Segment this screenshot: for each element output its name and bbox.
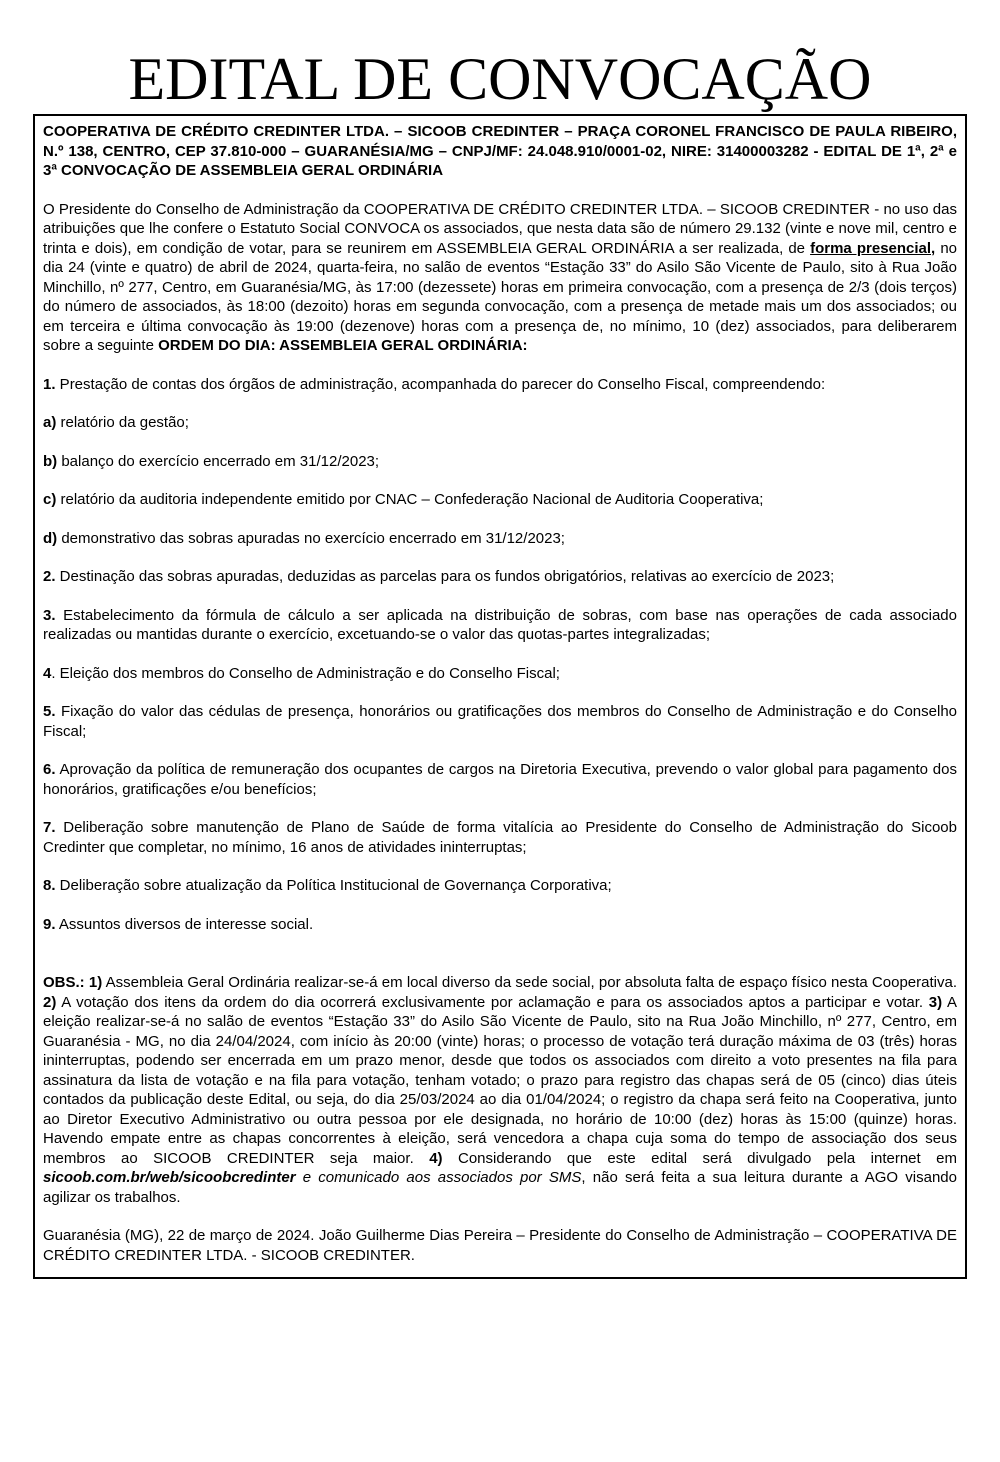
- text-run: d): [43, 529, 58, 547]
- header-block: [43, 122, 957, 181]
- text-run: relatório da auditoria independente emitido por CNAC – Confederação Nacional de Auditoria Cooperativa;: [56, 491, 764, 508]
- text-run: A votação dos itens da ordem do dia ocorrerá exclusivamente por aclamação e para os associados aptos a participar e votar.: [56, 993, 929, 1011]
- obs-paragraph: [43, 973, 957, 1207]
- text-run: 3): [928, 993, 943, 1011]
- text-run: c): [43, 491, 57, 508]
- text-run: sicoob.com.br/web/sicoobcredinter: [43, 1169, 296, 1186]
- text-run: relatório da gestão;: [56, 414, 189, 431]
- agenda-item-1a: [43, 413, 957, 433]
- text-run: OBS.: 1): [43, 974, 103, 991]
- text-run: e comunicado aos associados por SMS: [295, 1169, 582, 1186]
- document-page: [0, 48, 1000, 1462]
- text-run: COOPERATIVA DE CRÉDITO CREDINTER LTDA. – SICOOB CREDINTER – PRAÇA CORONEL FRANCISCO DE PAULA RIBEIRO, N.º 138, CENTRO, CEP 37.810-000 – GUARANÉSIA/MG – CNPJ/MF: 24.048.910/0001-02, NIRE: 31400003282 - EDITAL DE 1ª, 2ª e 3ª CONVOCAÇÃO DE ASSEMBLEIA GERAL ORDINÁRIA: [43, 123, 957, 179]
- text-run: 1.: [43, 375, 56, 393]
- agenda-item-8: [43, 876, 957, 896]
- text-run: 3.: [43, 606, 56, 624]
- text-run: Aprovação da política de remuneração dos ocupantes de cargos na Diretoria Executiva, prevendo o valor global para pagamento dos honorários, gratificações e/ou benefícios;: [43, 761, 957, 798]
- text-run: Assuntos diversos de interesse social.: [55, 915, 314, 933]
- text-run: A eleição realizar-se-á no salão de eventos “Estação 33” do Asilo São Vicente de Paulo, sito na Rua João Minchillo, nº 277, Centro, em Guaranésia - MG, no dia 24/04/2024, com início às 20:00 (vinte) horas; o processo de votação terá duração máxima de 03 (três) horas ininterruptas, podendo ser encerrada em um prazo menor, desde que todos os associados com direito a voto presentes na fila para assinatura da lista de votação e na fila para votação, tenham votado; o prazo para registro das chapas será de 05 (cinco) dias úteis contados da publicação deste Edital, ou seja, do dia 25/03/2024 ao dia 01/04/2024; o registro da chapa será feito na Cooperativa, junto ao Diretor Executivo Administrativo ou outra pessoa por ele designada, no horário de 10:00 (dez) horas às 15:00 (quinze) horas. Havendo empate entre as chapas concorrentes à eleição, será vencedora a chapa cuja soma do tempo de associação dos seus membros ao SICOOB CREDINTER seja maior.: [43, 993, 957, 1167]
- text-run: Destinação das sobras apuradas, deduzidas as parcelas para os fundos obrigatórios, relativas ao exercício de 2023;: [55, 568, 835, 585]
- text-run: Deliberação sobre manutenção de Plano de Saúde de forma vitalícia ao Presidente do Conselho de Administração do Sicoob Credinter que completar, no mínimo, 16 anos de atividades ininterruptas;: [43, 819, 957, 856]
- text-run: 2.: [43, 568, 56, 585]
- text-run: Assembleia Geral Ordinária realizar-se-á em local diverso da sede social, por absoluta falta de espaço físico nesta Cooperativa.: [102, 974, 957, 991]
- text-run: a): [43, 414, 57, 431]
- agenda-item-4: [43, 664, 957, 684]
- agenda-item-6: [43, 760, 957, 799]
- agenda-item-9: [43, 915, 957, 935]
- text-run: balanço do exercício encerrado em 31/12/2023;: [57, 452, 380, 470]
- agenda-item-1: [43, 375, 957, 395]
- text-run: no dia 24 (vinte e quatro) de abril de 2024, quarta-feira, no salão de eventos “Estação 33” do Asilo São Vicente de Paulo, sito à Rua João Minchillo, nº 277, Centro, em Guaranésia/MG, às 17:00 (dezessete) horas em primeira convocação, com a presença de 2/3 (dois terços) do número de associados, às 18:00 (dezoito) horas em segunda convocação, com a presença de metade mais um dos associados; ou em terceira e última convocação às 19:00 (dezenove) horas com a presença de, no mínimo, 10 (dez) associados, para deliberarem sobre a seguinte: [43, 239, 958, 354]
- page-title: EDITAL DE CONVOCAÇÃO: [128, 46, 872, 112]
- agenda-item-3: [43, 606, 957, 645]
- text-run: 2): [43, 993, 57, 1011]
- text-run: Estabelecimento da fórmula de cálculo a ser aplicada na distribuição de sobras, com base nas operações de cada associado realizadas ou mantidas durante o exercício, excetuando-se o valor das quotas-partes integralizadas;: [43, 606, 957, 643]
- text-run: 7.: [43, 819, 56, 836]
- intro-paragraph: [43, 200, 957, 356]
- agenda-item-2: [43, 567, 957, 587]
- text-run: 6.: [43, 761, 56, 778]
- text-run: Fixação do valor das cédulas de presença, honorários ou gratificações dos membros do Conselho de Administração e do Conselho Fiscal;: [43, 703, 957, 740]
- text-run: 8.: [43, 877, 56, 894]
- text-run: 4): [429, 1149, 443, 1167]
- text-run: forma presencial,: [810, 239, 936, 257]
- text-run: Considerando que este edital será divulgado pela internet em: [442, 1149, 957, 1167]
- agenda-item-1c: [43, 490, 957, 510]
- text-run: O Presidente do Conselho de Administração da COOPERATIVA DE CRÉDITO CREDINTER LTDA. – SICOOB CREDINTER - no uso das atribuições que lhe confere o Estatuto Social CONVOCA os associados, que nesta data são de número 29.132 (vinte e nove mil, centro e trinta e dois), em condição de votar, para se reunirem em ASSEMBLEIA GERAL ORDINÁRIA a ser realizada, de: [43, 200, 957, 257]
- text-run: 5.: [43, 703, 56, 720]
- text-run: Guaranésia (MG), 22 de março de 2024. João Guilherme Dias Pereira – Presidente do Conselho de Administração – COOPERATIVA DE CRÉDITO CREDINTER LTDA. - SICOOB CREDINTER.: [43, 1227, 957, 1264]
- text-run: , não será feita a sua leitura durante a AGO visando agilizar os trabalhos.: [43, 1169, 957, 1206]
- agenda-item-1b: [43, 452, 957, 472]
- text-run: b): [43, 452, 58, 470]
- text-run: . Eleição dos membros do Conselho de Administração e do Conselho Fiscal;: [51, 664, 560, 682]
- agenda-item-1d: [43, 529, 957, 549]
- text-run: 9.: [43, 915, 56, 933]
- text-run: demonstrativo das sobras apuradas no exercício encerrado em 31/12/2023;: [57, 529, 565, 547]
- notice-box: [33, 114, 967, 1279]
- text-run: ORDEM DO DIA: ASSEMBLEIA GERAL ORDINÁRIA:: [158, 337, 528, 354]
- agenda-item-7: [43, 818, 957, 857]
- text-run: 4: [43, 664, 52, 682]
- text-run: Deliberação sobre atualização da Política Institucional de Governança Corporativa;: [55, 877, 612, 894]
- text-run: Prestação de contas dos órgãos de administração, acompanhada do parecer do Conselho Fiscal, compreendendo:: [55, 375, 826, 393]
- agenda-item-5: [43, 702, 957, 741]
- closing-paragraph: [43, 1226, 957, 1265]
